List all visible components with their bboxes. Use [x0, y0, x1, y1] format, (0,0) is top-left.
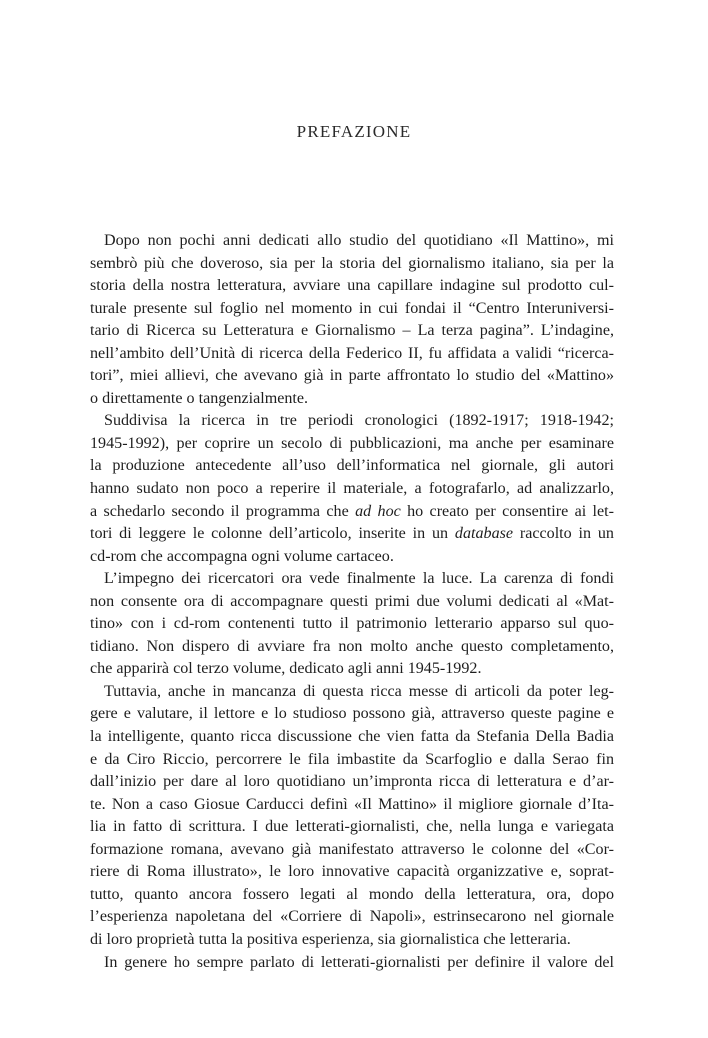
text-line: di loro proprietà tutta la positiva esperienza, sia giornalistica che letteraria.: [90, 930, 571, 948]
text-line: te. Non a caso Giosue Carducci definì «Il Mattino» il migliore giornale d’Ita-: [90, 795, 614, 813]
text-line: la produzione antecedente all’uso dell’informatica nel giornale, gli autori: [90, 457, 614, 475]
italic-term: database: [454, 525, 514, 543]
text-line: dall’inizio per dare al loro quotidiano un’impronta ricca di letteratura e d’ar-: [90, 773, 614, 791]
text-line: tario di Ricerca su Letteratura e Giornalismo – La terza pagina”. L’indagine,: [90, 322, 614, 340]
text-line: tori di leggere le colonne dell’articolo, inserite in un database raccolto in un: [90, 525, 614, 543]
text-line: riere di Roma illustrato», le loro innovative capacità organizzative e, soprat-: [90, 863, 614, 881]
text-line: sembrò più che doveroso, sia per la storia del giornalismo italiano, sia per la: [90, 254, 614, 272]
text-line: Tuttavia, anche in mancanza di questa ricca messe di articoli da poter leg-: [104, 682, 614, 700]
text-line: Suddivisa la ricerca in tre periodi cronologici (1892-1917; 1918-1942;: [104, 412, 614, 430]
text-line: tutto, quanto ancora fossero legati al mondo della letteratura, ora, dopo: [90, 885, 614, 903]
page-title: PREFAZIONE: [296, 122, 412, 141]
body-text: [90, 230, 614, 974]
text-line: L’impegno dei ricercatori ora vede finalmente la luce. La carenza di fondi: [104, 570, 614, 588]
text-line: tino» con i cd-rom contenenti tutto il patrimonio letterario apparso sul quo-: [90, 615, 614, 633]
text-line: o direttamente o tangenzialmente.: [90, 389, 309, 407]
text-line: e da Ciro Riccio, percorrere le fila imbastite da Scarfoglio e dalla Serao fin: [90, 750, 614, 768]
text-line: tidiano. Non dispero di avviare fra non molto anche questo completamento,: [90, 637, 614, 655]
text-line: lia in fatto di scrittura. I due letterati-giornalisti, che, nella lunga e variegata: [90, 818, 614, 836]
text-line: Dopo non pochi anni dedicati allo studio del quotidiano «Il Mattino», mi: [104, 232, 614, 249]
italic-term: ad hoc: [355, 502, 401, 520]
text-line: turale presente sul foglio nel momento in cui fondai il “Centro Interuniversi-: [90, 299, 614, 317]
text-line: cd-rom che accompagna ogni volume cartaceo.: [90, 547, 394, 565]
text-line: tori”, miei allievi, che avevano già in parte affrontato lo studio del «Mattino»: [90, 367, 614, 385]
text-line: storia della nostra letteratura, avviare una capillare indagine sul prodotto cul-: [90, 277, 614, 295]
text-line: a schedarlo secondo il programma che ad hoc ho creato per consentire ai let-: [90, 502, 614, 520]
text-line: formazione romana, avevano già manifestato attraverso le colonne del «Cor-: [90, 840, 614, 858]
text-line: l’esperienza napoletana del «Corriere di Napoli», estrinsecarono nel giornale: [90, 908, 614, 926]
text-line: nell’ambito dell’Unità di ricerca della Federico II, fu affidata a validi “ricerca-: [90, 344, 614, 362]
text-line: la intelligente, quanto ricca discussione che vien fatta da Stefania Della Badia: [90, 728, 614, 746]
text-line: gere e valutare, il lettore e lo studioso possono già, attraverso queste pagine e: [90, 705, 614, 723]
text-line: hanno sudato non poco a reperire il materiale, a fotografarlo, ad analizzarlo,: [90, 480, 614, 498]
text-line: 1945-1992), per coprire un secolo di pubblicazioni, ma anche per esaminare: [90, 434, 614, 452]
text-line: In genere ho sempre parlato di letterati-giornalisti per definire il valore del: [104, 953, 614, 971]
text-line: che apparirà col terzo volume, dedicato agli anni 1945-1992.: [90, 660, 482, 678]
text-line: non consente ora di accompagnare questi primi due volumi dedicati al «Mat-: [90, 592, 614, 610]
